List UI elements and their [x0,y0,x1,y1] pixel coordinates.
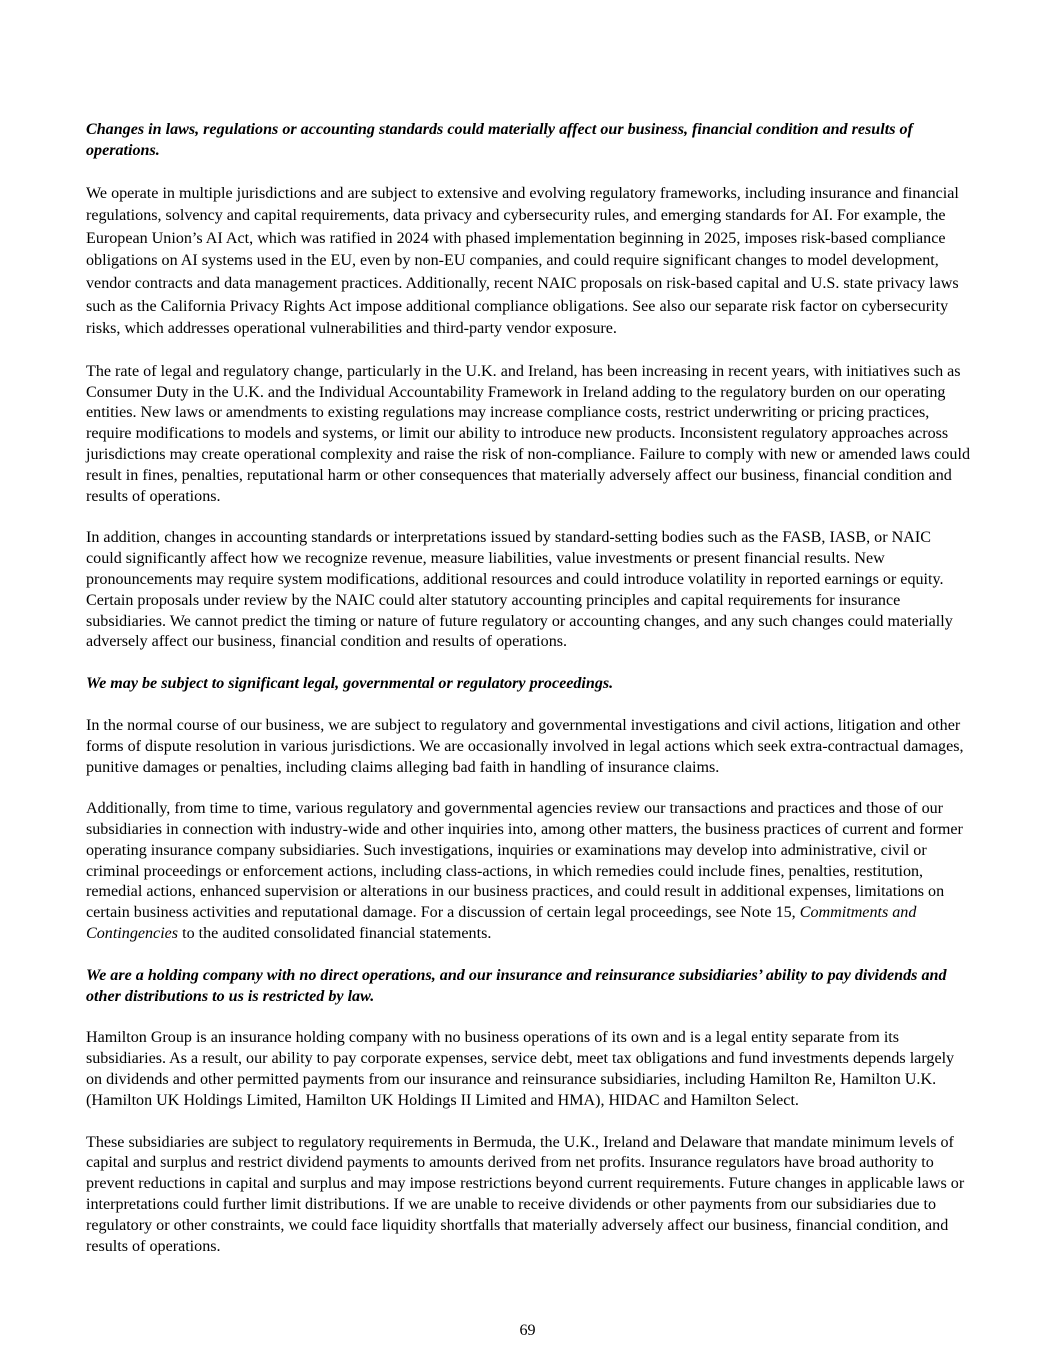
referenced-note-title: Commitments and Contingencies [86,904,917,943]
paragraph: In addition, changes in accounting standards or interpretations issued by standard-setting bodies such as the FASB, IASB, or NAIC could significantly affect how we recognize revenue, measure liabilities, value investments or present financial results. New pronouncements may require system modifications, additional resources and could introduce volatility in reported earnings or equity. Certain proposals under review by the NAIC could alter statutory accounting principles and capital requirements for insurance subsidiaries. We cannot predict the timing or nature of future regulatory or accounting changes, and any such changes could materially adversely affect our business, financial condition and results of operations. [86,529,953,651]
document-body [86,120,970,1278]
paragraph: Hamilton Group is an insurance holding company with no business operations of its own and is a legal entity separate from its subsidiaries. As a result, our ability to pay corporate expenses, service debt, meet tax obligations and fund investments depends largely on dividends and other permitted payments from our insurance and reinsurance subsidiaries, including Hamilton Re, Hamilton U.K. (Hamilton UK Holdings Limited, Hamilton UK Holdings II Limited and HMA), HIDAC and Hamilton Select. [86,1029,955,1109]
paragraph: We operate in multiple jurisdictions and are subject to extensive and evolving regulatory frameworks, including insurance and financial regulations, solvency and capital requirements, data privacy and cybersecurity rules, and emerging standards for AI. For example, the European Union’s AI Act, which was ratified in 2024 with phased implementation beginning in 2025, imposes risk-based compliance obligations on AI systems used in the EU, even by non-EU companies, and could require significant changes to model development, vendor contracts and data management practices. Additionally, recent NAIC proposals on risk-based capital and U.S. state privacy laws such as the California Privacy Rights Act impose additional compliance obligations. See also our separate risk factor on cybersecurity risks, which addresses operational vulnerabilities and third-party vendor exposure. [86,184,959,338]
paragraph-with-reference [86,799,970,945]
paragraph-text: Additionally, from time to time, various regulatory and governmental agencies review our transactions and practices and those of our subsidiaries in connection with industry-wide and other inquiries into, among other matters, the business practices of current and former operating insurance company subsidiaries. Such investigations, inquiries or examinations may develop into administrative, civil or criminal proceedings or enforcement actions, including class-actions, in which remedies could include fines, penalties, restitution, remedial actions, enhanced supervision or alterations in our business practices, and could result in additional expenses, limitations on certain business activities and reputational damage. For a discussion of certain legal proceedings, see Note 15, [86,800,963,922]
paragraph: The rate of legal and regulatory change, particularly in the U.K. and Ireland, has been increasing in recent years, with initiatives such as Consumer Duty in the U.K. and the Individual Accountability Framework in Ireland adding to the regulatory burden on our operating entities. New laws or amendments to existing regulations may increase compliance costs, restrict underwriting or pricing practices, require modifications to models and systems, or limit our ability to introduce new products. Inconsistent regulatory approaches across jurisdictions may create operational complexity and raise the risk of non-compliance. Failure to comply with new or amended laws could result in fines, penalties, reputational harm or other consequences that materially adversely affect our business, financial condition and results of operations. [86,362,971,505]
section-heading-holding-company: We are a holding company with no direct operations, and our insurance and reinsurance subsidiaries’ ability to pay dividends and other distributions to us is restricted by law. [86,966,947,1005]
section-heading-laws-regulations: Changes in laws, regulations or accounting standards could materially affect our business, financial condition and results of operations. [86,121,913,159]
page-number: 69 [519,1322,536,1339]
section-heading-legal-proceedings: We may be subject to significant legal, governmental or regulatory proceedings. [86,675,614,693]
paragraph-text: to the audited consolidated financial statements. [178,925,492,943]
paragraph: These subsidiaries are subject to regulatory requirements in Bermuda, the U.K., Ireland and Delaware that mandate minimum levels of capital and surplus and restrict dividend payments to amounts derived from net profits. Insurance regulators have broad authority to prevent reductions in capital and surplus and may impose restrictions beyond current requirements. Future changes in applicable laws or interpretations could further limit distributions. If we are unable to receive dividends or other payments from our subsidiaries due to regulatory or other constraints, we could face liquidity shortfalls that materially adversely affect our business, financial condition, and results of operations. [86,1133,965,1255]
paragraph: In the normal course of our business, we are subject to regulatory and governmental investigations and civil actions, litigation and other forms of dispute resolution in various jurisdictions. We are occasionally involved in legal actions which seek extra-contractual damages, punitive damages or penalties, including claims alleging bad faith in handling of insurance claims. [86,716,964,776]
